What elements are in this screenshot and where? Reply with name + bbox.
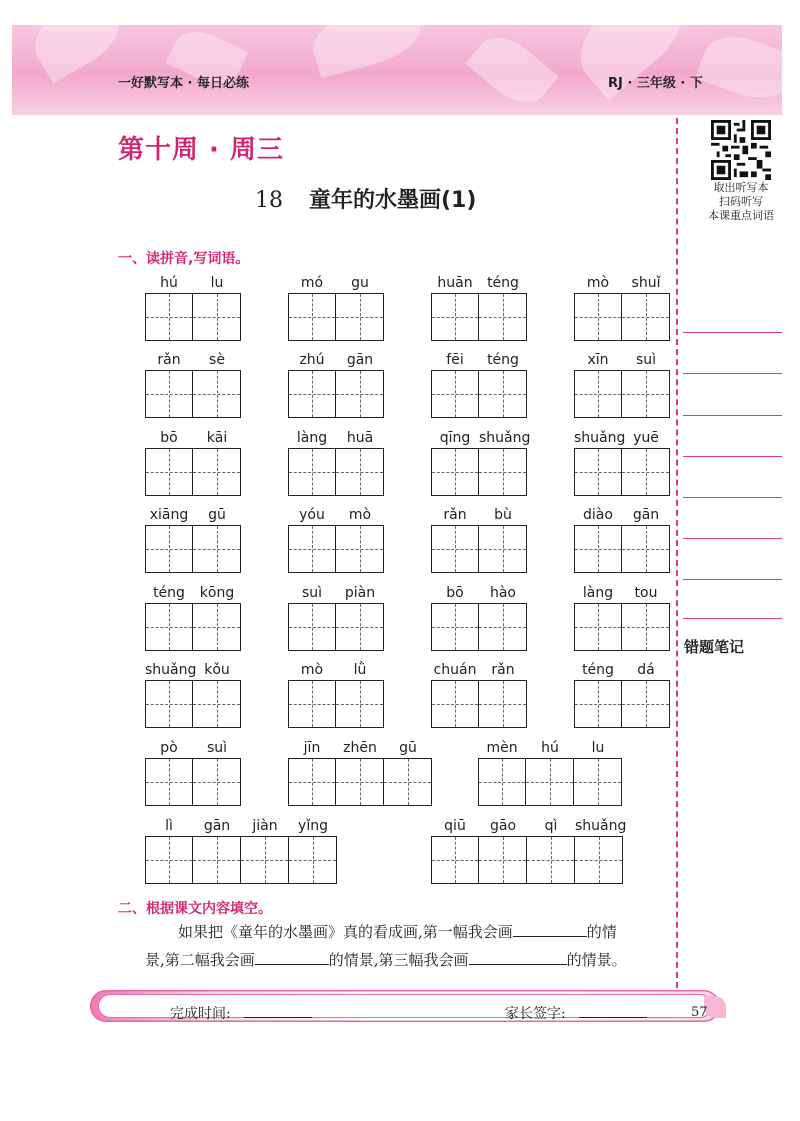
pinyin-label: lì: [165, 818, 173, 834]
pinyin-label: mò: [586, 275, 610, 291]
word-box: [288, 507, 384, 575]
word-box: [574, 585, 670, 653]
lesson-title: [255, 183, 476, 214]
writing-cell[interactable]: [431, 603, 479, 651]
pinyin-label: xiāng: [149, 507, 189, 523]
writing-cell[interactable]: [574, 680, 622, 728]
pinyin-label: fēi: [446, 352, 464, 368]
writing-cell[interactable]: [574, 370, 622, 418]
note-line: [683, 618, 782, 619]
writing-cell[interactable]: [288, 370, 336, 418]
word-box: [431, 585, 527, 653]
pinyin-label: hú: [160, 275, 178, 291]
pinyin-label: bù: [494, 507, 512, 523]
pinyin-label: yuē: [633, 430, 659, 446]
pinyin-label: gāo: [489, 818, 517, 834]
writing-cell[interactable]: [336, 293, 384, 341]
pinyin-label: rǎn: [491, 662, 515, 678]
pinyin-label: téng: [487, 352, 519, 368]
word-box: [574, 430, 670, 498]
writing-cell[interactable]: [479, 603, 527, 651]
word-box: [431, 818, 627, 886]
writing-cell[interactable]: [145, 603, 193, 651]
writing-cell[interactable]: [622, 370, 670, 418]
writing-cell[interactable]: [193, 448, 241, 496]
pinyin-label: mèn: [486, 740, 518, 756]
writing-cell[interactable]: [574, 293, 622, 341]
writing-cell[interactable]: [193, 836, 241, 884]
writing-cell[interactable]: [288, 448, 336, 496]
writing-cell[interactable]: [193, 603, 241, 651]
header-banner: [12, 25, 782, 115]
word-box: [574, 662, 670, 730]
writing-cell[interactable]: [622, 525, 670, 573]
writing-cell[interactable]: [622, 293, 670, 341]
word-box: [288, 275, 384, 343]
writing-cell[interactable]: [478, 758, 526, 806]
qr-caption: 取出听写本 扫码听写 本课重点词语: [708, 181, 774, 222]
note-line: [683, 373, 782, 374]
pinyin-label: huā: [346, 430, 374, 446]
pinyin-label: pò: [160, 740, 178, 756]
completion-time-label: 完成时间:: [170, 1006, 231, 1022]
pinyin-label: làng: [582, 585, 614, 601]
pinyin-label: zhú: [299, 352, 325, 368]
pinyin-label: téng: [582, 662, 614, 678]
writing-cell[interactable]: [193, 293, 241, 341]
pinyin-label: yóu: [299, 507, 325, 523]
word-box: [431, 352, 527, 420]
writing-cell[interactable]: [193, 525, 241, 573]
writing-cell[interactable]: [336, 448, 384, 496]
writing-cell[interactable]: [288, 603, 336, 651]
pinyin-label: yǐng: [298, 818, 328, 834]
writing-cell[interactable]: [145, 293, 193, 341]
note-line: [683, 497, 782, 498]
pinyin-label: gū: [399, 740, 417, 756]
margin-divider: [676, 118, 678, 988]
pinyin-label: shuǎng: [574, 430, 626, 446]
word-box: [288, 662, 384, 730]
writing-cell[interactable]: [145, 836, 193, 884]
writing-cell[interactable]: [145, 680, 193, 728]
note-line: [683, 332, 782, 333]
writing-cell[interactable]: [336, 603, 384, 651]
word-box: [145, 275, 241, 343]
pinyin-label: gū: [208, 507, 226, 523]
pinyin-label: qiū: [444, 818, 466, 834]
writing-cell[interactable]: [526, 758, 574, 806]
writing-cell[interactable]: [479, 448, 527, 496]
week-title: 第十周 · 周三: [118, 135, 284, 165]
writing-cell[interactable]: [288, 293, 336, 341]
lesson-name: 童年的水墨画(1): [309, 188, 477, 213]
writing-cell[interactable]: [145, 370, 193, 418]
pinyin-label: lu: [210, 275, 224, 291]
pinyin-label: mò: [348, 507, 372, 523]
pinyin-label: shuǎng: [145, 662, 197, 678]
writing-cell[interactable]: [336, 525, 384, 573]
pinyin-label: rǎn: [157, 352, 181, 368]
writing-cell[interactable]: [431, 680, 479, 728]
word-box: [574, 352, 670, 420]
pinyin-label: làng: [296, 430, 328, 446]
writing-cell[interactable]: [574, 758, 622, 806]
writing-cell[interactable]: [431, 836, 479, 884]
pinyin-label: tou: [634, 585, 658, 601]
writing-cell[interactable]: [574, 603, 622, 651]
pinyin-label: lu: [591, 740, 605, 756]
pinyin-label: kǒu: [204, 662, 230, 678]
writing-cell[interactable]: [575, 836, 623, 884]
word-box: [478, 740, 622, 808]
pinyin-label: hú: [541, 740, 559, 756]
word-box: [145, 740, 241, 808]
word-box: [288, 740, 432, 808]
word-box: [431, 507, 527, 575]
pinyin-label: xīn: [587, 352, 609, 368]
writing-cell[interactable]: [479, 680, 527, 728]
note-line: [683, 579, 782, 580]
pinyin-label: suì: [206, 740, 228, 756]
note-line: [683, 538, 782, 539]
note-line: [683, 415, 782, 416]
pinyin-label: zhēn: [343, 740, 377, 756]
pinyin-label: téng: [487, 275, 519, 291]
writing-cell[interactable]: [479, 293, 527, 341]
answer-blank[interactable]: [255, 950, 329, 965]
pinyin-label: rǎn: [443, 507, 467, 523]
fill-line-2: 景,第二幅我会画 的情景,第三幅我会画 的情景。: [145, 951, 627, 969]
pinyin-label: huān: [437, 275, 473, 291]
writing-cell[interactable]: [622, 680, 670, 728]
pinyin-label: bō: [446, 585, 464, 601]
grade-label: RJ · 三年级 · 下: [608, 76, 703, 91]
parent-signature-blank[interactable]: [579, 1017, 647, 1018]
word-box: [574, 507, 670, 575]
writing-cell[interactable]: [145, 448, 193, 496]
writing-cell[interactable]: [527, 836, 575, 884]
word-box: [145, 662, 241, 730]
completion-time-blank[interactable]: [244, 1017, 312, 1018]
writing-cell[interactable]: [479, 525, 527, 573]
error-notes-label: 错题笔记: [684, 638, 745, 656]
lesson-number: 18: [255, 188, 283, 213]
writing-cell[interactable]: [145, 525, 193, 573]
writing-cell[interactable]: [574, 525, 622, 573]
writing-cell[interactable]: [622, 603, 670, 651]
answer-blank[interactable]: [513, 922, 587, 937]
note-line: [683, 456, 782, 457]
pinyin-label: gān: [203, 818, 231, 834]
writing-cell[interactable]: [431, 448, 479, 496]
writing-cell[interactable]: [479, 370, 527, 418]
writing-cell[interactable]: [288, 680, 336, 728]
word-box: [288, 352, 384, 420]
word-box: [574, 275, 670, 343]
section-2-title: 二、根据课文内容填空。: [118, 901, 272, 917]
pinyin-label: shuǐ: [631, 275, 661, 291]
pinyin-label: gu: [351, 275, 369, 291]
word-box: [288, 430, 384, 498]
writing-cell[interactable]: [336, 758, 384, 806]
pinyin-label: suì: [301, 585, 323, 601]
writing-cell[interactable]: [145, 758, 193, 806]
section-1-title: 一、读拼音,写词语。: [118, 251, 250, 267]
pinyin-label: chuán: [433, 662, 477, 678]
writing-cell[interactable]: [431, 525, 479, 573]
writing-cell[interactable]: [431, 370, 479, 418]
pinyin-label: hào: [489, 585, 517, 601]
word-box: [145, 507, 241, 575]
writing-cell[interactable]: [241, 836, 289, 884]
writing-cell[interactable]: [289, 836, 337, 884]
writing-cell[interactable]: [336, 370, 384, 418]
word-box: [145, 352, 241, 420]
writing-cell[interactable]: [574, 448, 622, 496]
pinyin-label: suì: [635, 352, 657, 368]
qr-code-icon[interactable]: [711, 120, 771, 180]
writing-cell[interactable]: [622, 448, 670, 496]
pinyin-label: shuǎng: [479, 430, 531, 446]
word-box: [145, 430, 241, 498]
answer-blank[interactable]: [469, 950, 567, 965]
pinyin-label: jiàn: [252, 818, 278, 834]
writing-cell[interactable]: [193, 370, 241, 418]
pinyin-label: kōng: [199, 585, 235, 601]
pinyin-label: mó: [300, 275, 324, 291]
pinyin-label: kāi: [206, 430, 228, 446]
parent-signature-label: 家长签字:: [505, 1006, 566, 1022]
writing-cell[interactable]: [288, 758, 336, 806]
pinyin-label: téng: [153, 585, 185, 601]
pinyin-label: shuǎng: [575, 818, 627, 834]
word-box: [145, 818, 337, 886]
word-box: [145, 585, 241, 653]
pinyin-label: piàn: [344, 585, 376, 601]
word-box: [431, 430, 531, 498]
word-box: [431, 662, 527, 730]
writing-cell[interactable]: [193, 680, 241, 728]
fill-line-1: 如果把《童年的水墨画》真的看成画,第一幅我会画 的情: [178, 923, 617, 941]
pinyin-label: gān: [346, 352, 374, 368]
word-box: [288, 585, 384, 653]
pinyin-label: sè: [209, 352, 225, 368]
pinyin-label: bō: [160, 430, 178, 446]
pinyin-label: qì: [544, 818, 558, 834]
writing-cell[interactable]: [479, 836, 527, 884]
page-number: 57: [691, 1005, 708, 1020]
pinyin-label: mò: [300, 662, 324, 678]
writing-cell[interactable]: [384, 758, 432, 806]
writing-cell[interactable]: [288, 525, 336, 573]
word-box: [431, 275, 527, 343]
writing-cell[interactable]: [336, 680, 384, 728]
pinyin-label: gān: [632, 507, 660, 523]
pinyin-label: jīn: [303, 740, 321, 756]
pinyin-label: qīng: [439, 430, 471, 446]
writing-cell[interactable]: [431, 293, 479, 341]
pinyin-label: diào: [583, 507, 613, 523]
pinyin-label: dá: [637, 662, 655, 678]
writing-cell[interactable]: [193, 758, 241, 806]
book-series-label: 一好默写本 · 每日必练: [118, 76, 249, 91]
pinyin-label: lǜ: [353, 662, 367, 678]
